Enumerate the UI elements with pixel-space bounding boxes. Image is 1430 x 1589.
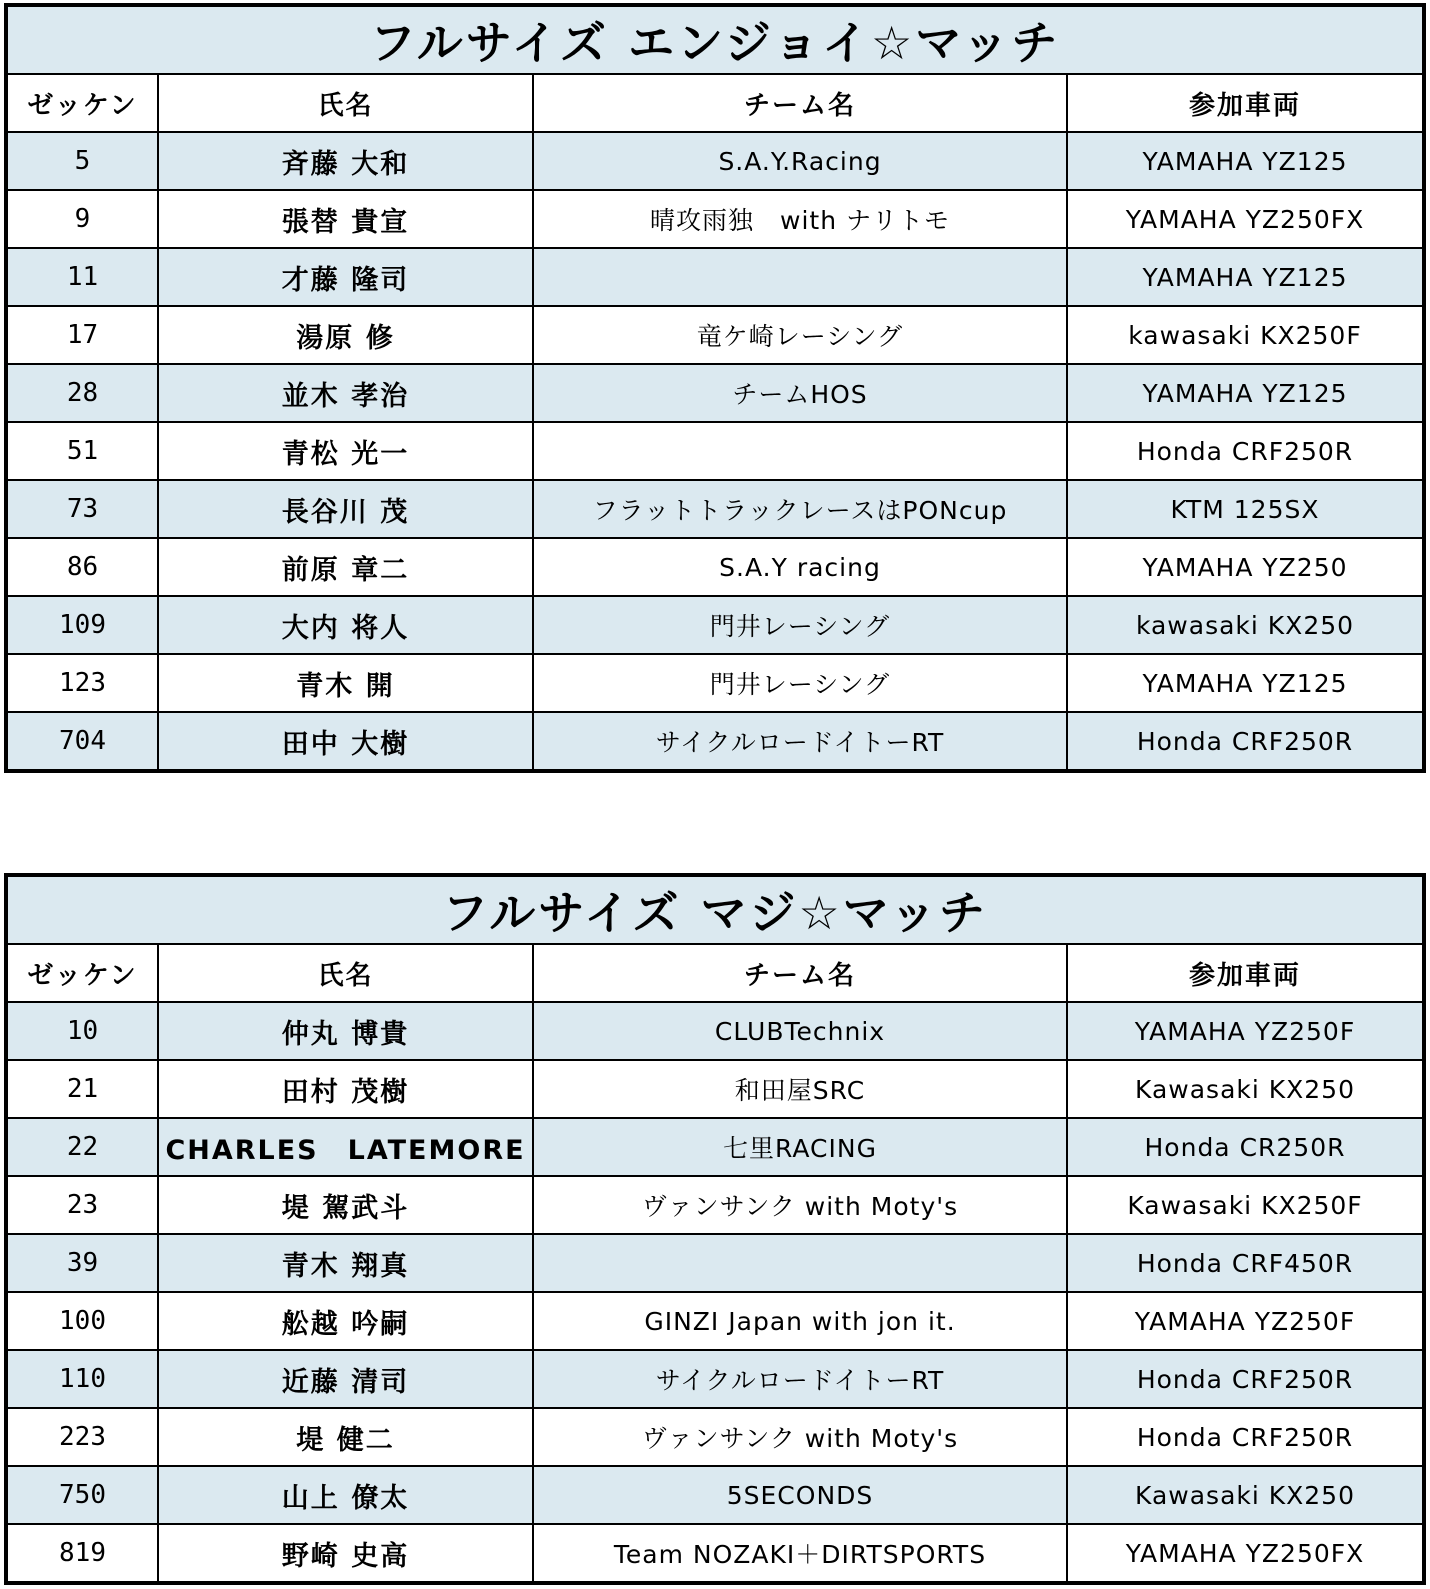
entry-number-cell: 22 bbox=[6, 1118, 158, 1176]
table-row bbox=[6, 480, 1424, 538]
entry-number-cell: 5 bbox=[6, 132, 158, 190]
table-row bbox=[6, 1118, 1424, 1176]
table-row bbox=[6, 1292, 1424, 1350]
table-row bbox=[6, 306, 1424, 364]
rider-name-cell: 湯原 修 bbox=[158, 306, 533, 364]
rider-name-cell: 野崎 史高 bbox=[158, 1524, 533, 1583]
table-row bbox=[6, 654, 1424, 712]
team-name-cell: ヴァンサンク with Moty's bbox=[533, 1176, 1067, 1234]
team-name-cell: GINZI Japan with jon it. bbox=[533, 1292, 1067, 1350]
table-body bbox=[6, 1002, 1424, 1583]
column-header-number: ゼッケン bbox=[6, 944, 158, 1002]
table-row bbox=[6, 1002, 1424, 1060]
vehicle-cell: Honda CRF450R bbox=[1067, 1234, 1424, 1292]
table-title: フルサイズ エンジョイ☆マッチ bbox=[6, 5, 1424, 74]
table-header-row bbox=[6, 944, 1424, 1002]
rider-name-cell: 張替 貴宣 bbox=[158, 190, 533, 248]
vehicle-cell: Honda CR250R bbox=[1067, 1118, 1424, 1176]
table-row bbox=[6, 1350, 1424, 1408]
table-title-row bbox=[6, 5, 1424, 74]
vehicle-cell: KTM 125SX bbox=[1067, 480, 1424, 538]
team-name-cell bbox=[533, 1234, 1067, 1292]
table-row bbox=[6, 364, 1424, 422]
column-header-team: チーム名 bbox=[533, 944, 1067, 1002]
table-row bbox=[6, 712, 1424, 771]
team-name-cell: S.A.Y racing bbox=[533, 538, 1067, 596]
team-name-cell: フラットトラックレースはPONcup bbox=[533, 480, 1067, 538]
table-row bbox=[6, 422, 1424, 480]
team-name-cell: S.A.Y.Racing bbox=[533, 132, 1067, 190]
rider-name-cell: 斉藤 大和 bbox=[158, 132, 533, 190]
team-name-cell: Team NOZAKI＋DIRTSPORTS bbox=[533, 1524, 1067, 1583]
table-title-row bbox=[6, 875, 1424, 944]
vehicle-cell: YAMAHA YZ250FX bbox=[1067, 1524, 1424, 1583]
entry-number-cell: 9 bbox=[6, 190, 158, 248]
vehicle-cell: Kawasaki KX250F bbox=[1067, 1176, 1424, 1234]
vehicle-cell: YAMAHA YZ125 bbox=[1067, 364, 1424, 422]
vehicle-cell: YAMAHA YZ125 bbox=[1067, 248, 1424, 306]
entry-number-cell: 39 bbox=[6, 1234, 158, 1292]
team-name-cell: 5SECONDS bbox=[533, 1466, 1067, 1524]
entry-number-cell: 28 bbox=[6, 364, 158, 422]
table-row bbox=[6, 1060, 1424, 1118]
column-header-bike: 参加車両 bbox=[1067, 944, 1424, 1002]
team-name-cell: サイクルロードイトーRT bbox=[533, 1350, 1067, 1408]
rider-name-cell: 前原 章二 bbox=[158, 538, 533, 596]
table-row bbox=[6, 596, 1424, 654]
table-body bbox=[6, 132, 1424, 771]
vehicle-cell: kawasaki KX250 bbox=[1067, 596, 1424, 654]
team-name-cell bbox=[533, 248, 1067, 306]
vehicle-cell: YAMAHA YZ250 bbox=[1067, 538, 1424, 596]
table-row bbox=[6, 1408, 1424, 1466]
table-row bbox=[6, 1234, 1424, 1292]
entry-number-cell: 123 bbox=[6, 654, 158, 712]
vehicle-cell: Honda CRF250R bbox=[1067, 1408, 1424, 1466]
rider-name-cell: 堤 健二 bbox=[158, 1408, 533, 1466]
column-header-name: 氏名 bbox=[158, 944, 533, 1002]
vehicle-cell: YAMAHA YZ125 bbox=[1067, 654, 1424, 712]
entry-number-cell: 86 bbox=[6, 538, 158, 596]
team-name-cell: 門井レーシング bbox=[533, 654, 1067, 712]
entry-number-cell: 100 bbox=[6, 1292, 158, 1350]
enjoy-match-table bbox=[4, 3, 1426, 773]
vehicle-cell: YAMAHA YZ250F bbox=[1067, 1292, 1424, 1350]
rider-name-cell: 並木 孝治 bbox=[158, 364, 533, 422]
entry-number-cell: 51 bbox=[6, 422, 158, 480]
vehicle-cell: Honda CRF250R bbox=[1067, 712, 1424, 771]
table-title: フルサイズ マジ☆マッチ bbox=[6, 875, 1424, 944]
entry-number-cell: 819 bbox=[6, 1524, 158, 1583]
vehicle-cell: YAMAHA YZ125 bbox=[1067, 132, 1424, 190]
team-name-cell bbox=[533, 422, 1067, 480]
rider-name-cell: 山上 僚太 bbox=[158, 1466, 533, 1524]
table-row bbox=[6, 132, 1424, 190]
rider-name-cell: 長谷川 茂 bbox=[158, 480, 533, 538]
column-header-bike: 参加車両 bbox=[1067, 74, 1424, 132]
table-header-row bbox=[6, 74, 1424, 132]
entry-number-cell: 10 bbox=[6, 1002, 158, 1060]
entry-number-cell: 750 bbox=[6, 1466, 158, 1524]
column-header-name: 氏名 bbox=[158, 74, 533, 132]
rider-name-cell: 大内 将人 bbox=[158, 596, 533, 654]
rider-name-cell: 田中 大樹 bbox=[158, 712, 533, 771]
vehicle-cell: Kawasaki KX250 bbox=[1067, 1466, 1424, 1524]
rider-name-cell: 青木 開 bbox=[158, 654, 533, 712]
vehicle-cell: YAMAHA YZ250F bbox=[1067, 1002, 1424, 1060]
entry-number-cell: 223 bbox=[6, 1408, 158, 1466]
table-row bbox=[6, 1466, 1424, 1524]
team-name-cell: サイクルロードイトーRT bbox=[533, 712, 1067, 771]
vehicle-cell: Honda CRF250R bbox=[1067, 1350, 1424, 1408]
table-row bbox=[6, 190, 1424, 248]
rider-name-cell: 堤 駕武斗 bbox=[158, 1176, 533, 1234]
column-header-number: ゼッケン bbox=[6, 74, 158, 132]
team-name-cell: 門井レーシング bbox=[533, 596, 1067, 654]
rider-name-cell: 近藤 清司 bbox=[158, 1350, 533, 1408]
team-name-cell: 七里RACING bbox=[533, 1118, 1067, 1176]
vehicle-cell: kawasaki KX250F bbox=[1067, 306, 1424, 364]
entry-number-cell: 704 bbox=[6, 712, 158, 771]
rider-name-cell: 仲丸 博貴 bbox=[158, 1002, 533, 1060]
entry-number-cell: 73 bbox=[6, 480, 158, 538]
table-row bbox=[6, 1524, 1424, 1583]
entry-number-cell: 23 bbox=[6, 1176, 158, 1234]
entry-number-cell: 11 bbox=[6, 248, 158, 306]
team-name-cell: ヴァンサンク with Moty's bbox=[533, 1408, 1067, 1466]
table-row bbox=[6, 538, 1424, 596]
column-header-team: チーム名 bbox=[533, 74, 1067, 132]
rider-name-cell: CHARLES LATEMORE bbox=[158, 1118, 533, 1176]
rider-name-cell: 青木 翔真 bbox=[158, 1234, 533, 1292]
entry-number-cell: 110 bbox=[6, 1350, 158, 1408]
team-name-cell: 晴攻雨独 with ナリトモ bbox=[533, 190, 1067, 248]
team-name-cell: 竜ケ崎レーシング bbox=[533, 306, 1067, 364]
entry-number-cell: 21 bbox=[6, 1060, 158, 1118]
rider-name-cell: 舩越 吟嗣 bbox=[158, 1292, 533, 1350]
table-row bbox=[6, 248, 1424, 306]
vehicle-cell: YAMAHA YZ250FX bbox=[1067, 190, 1424, 248]
rider-name-cell: 田村 茂樹 bbox=[158, 1060, 533, 1118]
rider-name-cell: 青松 光一 bbox=[158, 422, 533, 480]
serious-match-table bbox=[4, 873, 1426, 1585]
team-name-cell: 和田屋SRC bbox=[533, 1060, 1067, 1118]
entry-number-cell: 109 bbox=[6, 596, 158, 654]
vehicle-cell: Honda CRF250R bbox=[1067, 422, 1424, 480]
table-row bbox=[6, 1176, 1424, 1234]
vehicle-cell: Kawasaki KX250 bbox=[1067, 1060, 1424, 1118]
team-name-cell: CLUBTechnix bbox=[533, 1002, 1067, 1060]
rider-name-cell: 才藤 隆司 bbox=[158, 248, 533, 306]
entry-number-cell: 17 bbox=[6, 306, 158, 364]
team-name-cell: チームHOS bbox=[533, 364, 1067, 422]
